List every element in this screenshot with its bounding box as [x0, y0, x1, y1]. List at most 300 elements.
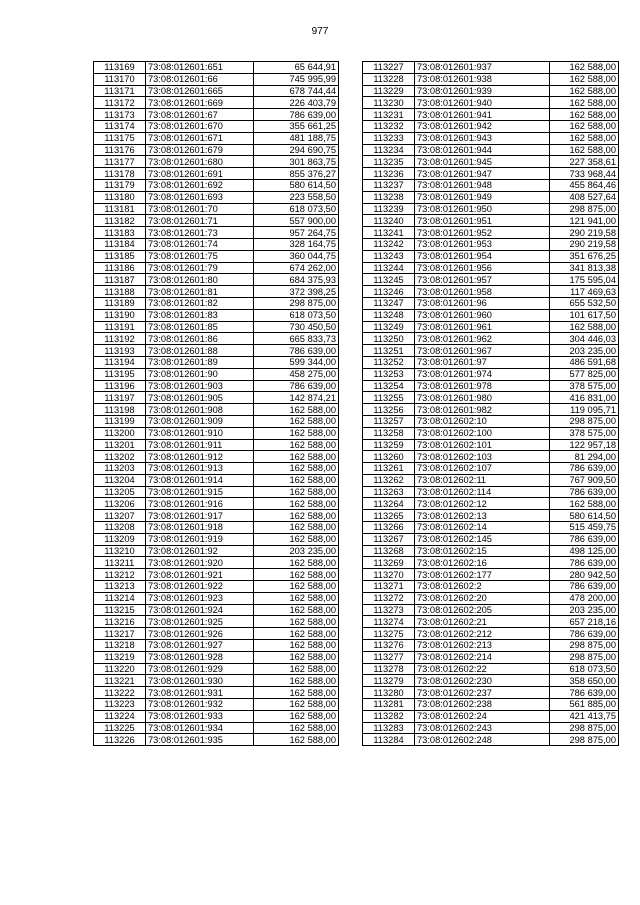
cadastral-number-cell: 73:08:012602:20 [415, 592, 550, 604]
amount-cell: 618 073,50 [254, 203, 339, 215]
cadastral-number-cell: 73:08:012601:933 [146, 710, 254, 722]
table-row [363, 545, 619, 557]
row-id-cell: 113251 [363, 345, 415, 357]
row-id-cell: 113222 [94, 687, 146, 699]
amount-cell: 162 588,00 [254, 415, 339, 427]
amount-cell: 162 588,00 [254, 722, 339, 734]
table-row [363, 510, 619, 522]
cadastral-number-cell: 73:08:012601:88 [146, 345, 254, 357]
cadastral-number-cell: 73:08:012601:79 [146, 262, 254, 274]
table-row [94, 569, 339, 581]
amount-cell: 162 588,00 [254, 616, 339, 628]
row-id-cell: 113215 [94, 604, 146, 616]
row-id-cell: 113268 [363, 545, 415, 557]
cadastral-number-cell: 73:08:012601:671 [146, 132, 254, 144]
cadastral-number-cell: 73:08:012601:82 [146, 297, 254, 309]
cadastral-number-cell: 73:08:012601:73 [146, 227, 254, 239]
table-row [363, 309, 619, 321]
table-row [94, 286, 339, 298]
table-row [363, 486, 619, 498]
amount-cell: 657 218,16 [550, 616, 619, 628]
table-row [363, 439, 619, 451]
row-id-cell: 113203 [94, 463, 146, 475]
table-row [94, 545, 339, 557]
table-row [94, 557, 339, 569]
table-row [363, 73, 619, 85]
table-row [94, 62, 339, 74]
row-id-cell: 113185 [94, 250, 146, 262]
row-id-cell: 113202 [94, 451, 146, 463]
row-id-cell: 113179 [94, 179, 146, 191]
row-id-cell: 113177 [94, 156, 146, 168]
cadastral-number-cell: 73:08:012601:948 [415, 179, 550, 191]
amount-cell: 786 639,00 [550, 463, 619, 475]
cadastral-number-cell: 73:08:012601:932 [146, 699, 254, 711]
table-row [94, 510, 339, 522]
cadastral-number-cell: 73:08:012602:11 [415, 474, 550, 486]
cadastral-number-cell: 73:08:012601:961 [415, 321, 550, 333]
amount-cell: 162 588,00 [254, 498, 339, 510]
row-id-cell: 113270 [363, 569, 415, 581]
table-row [94, 85, 339, 97]
cadastral-number-cell: 73:08:012601:83 [146, 309, 254, 321]
table-row [94, 380, 339, 392]
table-row [94, 722, 339, 734]
table-row [94, 592, 339, 604]
amount-cell: 498 125,00 [550, 545, 619, 557]
row-id-cell: 113187 [94, 274, 146, 286]
table-row [94, 404, 339, 416]
row-id-cell: 113277 [363, 651, 415, 663]
cadastral-number-cell: 73:08:012601:927 [146, 640, 254, 652]
table-row [363, 392, 619, 404]
table-row [363, 463, 619, 475]
row-id-cell: 113279 [363, 675, 415, 687]
cadastral-number-cell: 73:08:012601:962 [415, 333, 550, 345]
amount-cell: 561 885,00 [550, 699, 619, 711]
amount-cell: 162 588,00 [254, 474, 339, 486]
cadastral-number-cell: 73:08:012601:923 [146, 592, 254, 604]
table-row [363, 345, 619, 357]
amount-cell: 458 275,00 [254, 368, 339, 380]
amount-cell: 223 558,50 [254, 191, 339, 203]
row-id-cell: 113218 [94, 640, 146, 652]
table-row [363, 132, 619, 144]
row-id-cell: 113243 [363, 250, 415, 262]
table-row [94, 168, 339, 180]
table-row [94, 533, 339, 545]
row-id-cell: 113195 [94, 368, 146, 380]
cadastral-number-cell: 73:08:012602:107 [415, 463, 550, 475]
cadastral-number-cell: 73:08:012601:922 [146, 581, 254, 593]
row-id-cell: 113212 [94, 569, 146, 581]
table-row [94, 120, 339, 132]
row-id-cell: 113246 [363, 286, 415, 298]
table-row [363, 592, 619, 604]
row-id-cell: 113186 [94, 262, 146, 274]
amount-cell: 351 676,25 [550, 250, 619, 262]
row-id-cell: 113234 [363, 144, 415, 156]
amount-cell: 580 614,50 [254, 179, 339, 191]
cadastral-number-cell: 73:08:012602:13 [415, 510, 550, 522]
row-id-cell: 113201 [94, 439, 146, 451]
amount-cell: 298 875,00 [550, 640, 619, 652]
amount-cell: 786 639,00 [550, 533, 619, 545]
cadastral-number-cell: 73:08:012601:74 [146, 238, 254, 250]
table-row [363, 262, 619, 274]
table-row [363, 474, 619, 486]
table-row [94, 227, 339, 239]
table-row [363, 85, 619, 97]
table-row [363, 203, 619, 215]
cadastral-number-cell: 73:08:012601:85 [146, 321, 254, 333]
amount-cell: 328 164,75 [254, 238, 339, 250]
table-row [94, 368, 339, 380]
amount-cell: 786 639,00 [550, 687, 619, 699]
amount-cell: 355 661,25 [254, 120, 339, 132]
amount-cell: 162 588,00 [550, 85, 619, 97]
amount-cell: 577 825,00 [550, 368, 619, 380]
table-row [363, 651, 619, 663]
amount-cell: 557 900,00 [254, 215, 339, 227]
cadastral-number-cell: 73:08:012601:940 [415, 97, 550, 109]
table-row [363, 640, 619, 652]
amount-cell: 378 575,00 [550, 427, 619, 439]
amount-cell: 298 875,00 [550, 722, 619, 734]
amount-cell: 599 344,00 [254, 356, 339, 368]
row-id-cell: 113200 [94, 427, 146, 439]
row-id-cell: 113171 [94, 85, 146, 97]
row-id-cell: 113266 [363, 522, 415, 534]
row-id-cell: 113209 [94, 533, 146, 545]
cadastral-number-cell: 73:08:012601:912 [146, 451, 254, 463]
amount-cell: 162 588,00 [254, 427, 339, 439]
amount-cell: 162 588,00 [254, 557, 339, 569]
row-id-cell: 113213 [94, 581, 146, 593]
amount-cell: 290 219,58 [550, 227, 619, 239]
cadastral-number-cell: 73:08:012601:943 [415, 132, 550, 144]
cadastral-number-cell: 73:08:012601:917 [146, 510, 254, 522]
row-id-cell: 113278 [363, 663, 415, 675]
row-id-cell: 113235 [363, 156, 415, 168]
amount-cell: 515 459,75 [550, 522, 619, 534]
table-row [363, 628, 619, 640]
row-id-cell: 113245 [363, 274, 415, 286]
amount-cell: 162 588,00 [550, 498, 619, 510]
row-id-cell: 113183 [94, 227, 146, 239]
table-row [94, 616, 339, 628]
amount-cell: 786 639,00 [254, 109, 339, 121]
amount-cell: 580 614,50 [550, 510, 619, 522]
left-table [93, 61, 339, 746]
amount-cell: 294 690,75 [254, 144, 339, 156]
amount-cell: 298 875,00 [550, 651, 619, 663]
table-row [363, 663, 619, 675]
row-id-cell: 113259 [363, 439, 415, 451]
table-row [94, 486, 339, 498]
table-row [363, 604, 619, 616]
table-row [94, 203, 339, 215]
cadastral-number-cell: 73:08:012601:66 [146, 73, 254, 85]
cadastral-number-cell: 73:08:012601:951 [415, 215, 550, 227]
amount-cell: 298 875,00 [550, 203, 619, 215]
table-row [94, 651, 339, 663]
table-row [363, 557, 619, 569]
amount-cell: 162 588,00 [254, 510, 339, 522]
amount-cell: 684 375,93 [254, 274, 339, 286]
amount-cell: 162 588,00 [254, 439, 339, 451]
table-row [363, 522, 619, 534]
cadastral-number-cell: 73:08:012601:957 [415, 274, 550, 286]
cadastral-number-cell: 73:08:012602:10 [415, 415, 550, 427]
amount-cell: 372 398,25 [254, 286, 339, 298]
amount-cell: 162 588,00 [254, 710, 339, 722]
amount-cell: 81 294,00 [550, 451, 619, 463]
cadastral-number-cell: 73:08:012602:22 [415, 663, 550, 675]
table-row [363, 380, 619, 392]
row-id-cell: 113194 [94, 356, 146, 368]
cadastral-number-cell: 73:08:012601:75 [146, 250, 254, 262]
table-row [363, 675, 619, 687]
cadastral-number-cell: 73:08:012601:679 [146, 144, 254, 156]
row-id-cell: 113253 [363, 368, 415, 380]
amount-cell: 162 588,00 [550, 321, 619, 333]
amount-cell: 142 874,21 [254, 392, 339, 404]
row-id-cell: 113169 [94, 62, 146, 74]
row-id-cell: 113275 [363, 628, 415, 640]
cadastral-number-cell: 73:08:012601:692 [146, 179, 254, 191]
amount-cell: 665 833,73 [254, 333, 339, 345]
cadastral-number-cell: 73:08:012601:916 [146, 498, 254, 510]
table-row [363, 404, 619, 416]
amount-cell: 408 527,64 [550, 191, 619, 203]
cadastral-number-cell: 73:08:012601:980 [415, 392, 550, 404]
row-id-cell: 113176 [94, 144, 146, 156]
row-id-cell: 113178 [94, 168, 146, 180]
row-id-cell: 113274 [363, 616, 415, 628]
row-id-cell: 113199 [94, 415, 146, 427]
cadastral-number-cell: 73:08:012602:177 [415, 569, 550, 581]
cadastral-number-cell: 73:08:012601:952 [415, 227, 550, 239]
cadastral-number-cell: 73:08:012601:950 [415, 203, 550, 215]
cadastral-number-cell: 73:08:012601:929 [146, 663, 254, 675]
table-row [94, 439, 339, 451]
row-id-cell: 113244 [363, 262, 415, 274]
row-id-cell: 113205 [94, 486, 146, 498]
amount-cell: 486 591,68 [550, 356, 619, 368]
cadastral-number-cell: 73:08:012601:930 [146, 675, 254, 687]
cadastral-number-cell: 73:08:012601:92 [146, 545, 254, 557]
table-row [94, 250, 339, 262]
cadastral-number-cell: 73:08:012601:939 [415, 85, 550, 97]
cadastral-number-cell: 73:08:012601:945 [415, 156, 550, 168]
cadastral-number-cell: 73:08:012602:212 [415, 628, 550, 640]
amount-cell: 162 588,00 [254, 699, 339, 711]
amount-cell: 786 639,00 [254, 380, 339, 392]
amount-cell: 478 200,00 [550, 592, 619, 604]
cadastral-number-cell: 73:08:012601:947 [415, 168, 550, 180]
table-row [94, 309, 339, 321]
cadastral-number-cell: 73:08:012601:70 [146, 203, 254, 215]
table-row [94, 628, 339, 640]
row-id-cell: 113172 [94, 97, 146, 109]
table-row [94, 274, 339, 286]
table-row [94, 191, 339, 203]
row-id-cell: 113241 [363, 227, 415, 239]
amount-cell: 481 188,75 [254, 132, 339, 144]
cadastral-number-cell: 73:08:012601:915 [146, 486, 254, 498]
table-row [94, 498, 339, 510]
table-row [363, 156, 619, 168]
amount-cell: 655 532,50 [550, 297, 619, 309]
amount-cell: 162 588,00 [254, 604, 339, 616]
amount-cell: 855 376,27 [254, 168, 339, 180]
cadastral-number-cell: 73:08:012602:15 [415, 545, 550, 557]
row-id-cell: 113240 [363, 215, 415, 227]
table-row [363, 179, 619, 191]
cadastral-number-cell: 73:08:012601:941 [415, 109, 550, 121]
table-row [94, 710, 339, 722]
row-id-cell: 113217 [94, 628, 146, 640]
cadastral-number-cell: 73:08:012602:16 [415, 557, 550, 569]
row-id-cell: 113173 [94, 109, 146, 121]
amount-cell: 786 639,00 [550, 628, 619, 640]
row-id-cell: 113210 [94, 545, 146, 557]
table-row [94, 699, 339, 711]
cadastral-number-cell: 73:08:012601:958 [415, 286, 550, 298]
table-row [363, 286, 619, 298]
cadastral-number-cell: 73:08:012602:214 [415, 651, 550, 663]
row-id-cell: 113284 [363, 734, 415, 746]
amount-cell: 162 588,00 [254, 581, 339, 593]
cadastral-number-cell: 73:08:012602:12 [415, 498, 550, 510]
row-id-cell: 113207 [94, 510, 146, 522]
amount-cell: 162 588,00 [550, 120, 619, 132]
cadastral-number-cell: 73:08:012601:81 [146, 286, 254, 298]
cadastral-number-cell: 73:08:012602:101 [415, 439, 550, 451]
cadastral-number-cell: 73:08:012601:960 [415, 309, 550, 321]
row-id-cell: 113261 [363, 463, 415, 475]
amount-cell: 203 235,00 [550, 604, 619, 616]
amount-cell: 162 588,00 [254, 592, 339, 604]
cadastral-number-cell: 73:08:012601:942 [415, 120, 550, 132]
amount-cell: 455 864,46 [550, 179, 619, 191]
amount-cell: 301 863,75 [254, 156, 339, 168]
row-id-cell: 113272 [363, 592, 415, 604]
amount-cell: 786 639,00 [550, 486, 619, 498]
amount-cell: 162 588,00 [254, 451, 339, 463]
amount-cell: 121 941,00 [550, 215, 619, 227]
amount-cell: 162 588,00 [550, 132, 619, 144]
amount-cell: 674 262,00 [254, 262, 339, 274]
amount-cell: 957 264,75 [254, 227, 339, 239]
amount-cell: 101 617,50 [550, 309, 619, 321]
amount-cell: 203 235,00 [550, 345, 619, 357]
row-id-cell: 113181 [94, 203, 146, 215]
cadastral-number-cell: 73:08:012601:693 [146, 191, 254, 203]
table-row [94, 144, 339, 156]
row-id-cell: 113257 [363, 415, 415, 427]
row-id-cell: 113188 [94, 286, 146, 298]
cadastral-number-cell: 73:08:012601:937 [415, 62, 550, 74]
row-id-cell: 113280 [363, 687, 415, 699]
table-row [94, 356, 339, 368]
table-row [94, 132, 339, 144]
cadastral-number-cell: 73:08:012601:931 [146, 687, 254, 699]
right-table [362, 61, 619, 746]
amount-cell: 360 044,75 [254, 250, 339, 262]
cadastral-number-cell: 73:08:012602:2 [415, 581, 550, 593]
table-row [363, 734, 619, 746]
cadastral-number-cell: 73:08:012601:974 [415, 368, 550, 380]
cadastral-number-cell: 73:08:012601:67 [146, 109, 254, 121]
row-id-cell: 113238 [363, 191, 415, 203]
row-id-cell: 113191 [94, 321, 146, 333]
row-id-cell: 113170 [94, 73, 146, 85]
table-row [94, 109, 339, 121]
table-row [94, 297, 339, 309]
cadastral-number-cell: 73:08:012601:913 [146, 463, 254, 475]
table-row [363, 687, 619, 699]
table-row [94, 451, 339, 463]
row-id-cell: 113232 [363, 120, 415, 132]
row-id-cell: 113197 [94, 392, 146, 404]
cadastral-number-cell: 73:08:012601:90 [146, 368, 254, 380]
table-row [363, 250, 619, 262]
cadastral-number-cell: 73:08:012601:903 [146, 380, 254, 392]
table-row [94, 392, 339, 404]
row-id-cell: 113223 [94, 699, 146, 711]
amount-cell: 175 595,04 [550, 274, 619, 286]
row-id-cell: 113269 [363, 557, 415, 569]
row-id-cell: 113260 [363, 451, 415, 463]
row-id-cell: 113204 [94, 474, 146, 486]
table-row [363, 533, 619, 545]
row-id-cell: 113227 [363, 62, 415, 74]
table-row [94, 427, 339, 439]
page-number: 977 [311, 26, 329, 37]
row-id-cell: 113190 [94, 309, 146, 321]
amount-cell: 290 219,58 [550, 238, 619, 250]
row-id-cell: 113224 [94, 710, 146, 722]
row-id-cell: 113229 [363, 85, 415, 97]
amount-cell: 162 588,00 [254, 663, 339, 675]
amount-cell: 162 588,00 [550, 73, 619, 85]
cadastral-number-cell: 73:08:012601:924 [146, 604, 254, 616]
table-row [94, 262, 339, 274]
row-id-cell: 113231 [363, 109, 415, 121]
cadastral-number-cell: 73:08:012601:978 [415, 380, 550, 392]
table-row [363, 120, 619, 132]
cadastral-number-cell: 73:08:012601:928 [146, 651, 254, 663]
amount-cell: 162 588,00 [550, 144, 619, 156]
amount-cell: 162 588,00 [550, 109, 619, 121]
row-id-cell: 113242 [363, 238, 415, 250]
table-row [94, 604, 339, 616]
table-row [363, 356, 619, 368]
cadastral-number-cell: 73:08:012601:910 [146, 427, 254, 439]
row-id-cell: 113250 [363, 333, 415, 345]
cadastral-number-cell: 73:08:012602:248 [415, 734, 550, 746]
table-row [94, 73, 339, 85]
row-id-cell: 113254 [363, 380, 415, 392]
table-row [94, 238, 339, 250]
amount-cell: 122 957,18 [550, 439, 619, 451]
table-row [94, 97, 339, 109]
amount-cell: 786 639,00 [550, 581, 619, 593]
cadastral-number-cell: 73:08:012601:96 [415, 297, 550, 309]
row-id-cell: 113182 [94, 215, 146, 227]
